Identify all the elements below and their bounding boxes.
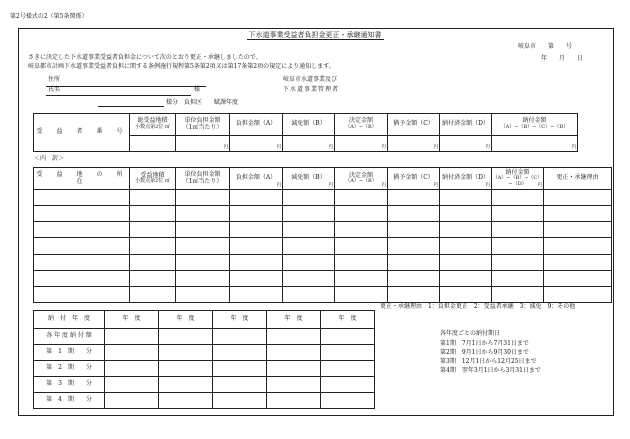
- address-underline: [46, 86, 206, 87]
- value-cell[interactable]: 円: [492, 136, 578, 152]
- year-label: 年 度: [159, 311, 213, 329]
- value-cell[interactable]: 円: [176, 136, 230, 152]
- col-levy: 負担金額（A） 円: [230, 168, 283, 190]
- address-label: 住所: [48, 76, 61, 83]
- schedule-item: 第2期 9月1日から9月30日まで: [440, 349, 529, 356]
- detail-cell[interactable]: [34, 254, 130, 270]
- correction-legend: 更正・承継理由 1：負担金更正 2：受益者承継 3：減免 9：その他: [380, 303, 576, 310]
- detail-cell[interactable]: [34, 238, 130, 254]
- payment-row-label: 第 1 期 分: [34, 345, 105, 361]
- schedule-item: 第4期 翌年3月1日から3月31日まで: [440, 367, 541, 374]
- addressee-number: 岐阜市 第 号: [518, 43, 573, 50]
- col-unit-price: 単位負担金額 （1㎡当たり）: [176, 168, 230, 190]
- year-label: 年 度: [105, 311, 159, 329]
- detail-cell[interactable]: [34, 222, 130, 238]
- col-reduction: 減免額（B） 円: [283, 168, 335, 190]
- payment-header: 納 付 年 度: [34, 311, 105, 329]
- issue-date: 年 月 日: [541, 55, 584, 62]
- value-cell[interactable]: 円: [388, 136, 440, 152]
- col-payable: 納付金額 （A）−（B）−（C）−（D） 円: [492, 168, 543, 189]
- detail-cell[interactable]: [34, 270, 130, 286]
- sama-label: 様: [194, 86, 201, 93]
- district-line: 様分 負担区 賦課年度: [166, 99, 239, 106]
- year-label: 年 度: [213, 311, 267, 329]
- district-underline: [98, 106, 164, 107]
- col-location: 受 益 地 の 所 在: [34, 168, 130, 190]
- col-area: 受益地積 小数点第2位 ㎡: [130, 168, 176, 190]
- col-paid: 納付済金額（D） 円: [440, 168, 492, 190]
- col-reserve: 猶予金額（C）: [388, 114, 440, 136]
- issuer-line-1: 岐阜市水道事業及び: [283, 76, 338, 83]
- payment-row-label: 各 年 度 納 付 額: [34, 329, 105, 345]
- payment-row-label: 第 3 期 分: [34, 377, 105, 393]
- value-cell[interactable]: 円: [230, 136, 283, 152]
- col-total-area: 総受益地積 小数点第2位 ㎡: [130, 114, 176, 136]
- schedule-item: 第3期 12月1日から12月25日まで: [440, 358, 537, 365]
- intro-line-2: 岐阜都市計画下水道事業受益者負担に関する条例施行規程第5条第2項又は第17条第2項の規定により通知します。: [28, 63, 335, 70]
- col-levy: 負担金額（A）: [230, 114, 283, 136]
- detail-table: [33, 167, 612, 303]
- col-reduction: 減免額（B）: [283, 114, 335, 136]
- detail-cell[interactable]: [34, 206, 130, 222]
- name-underline: [46, 95, 191, 96]
- col-beneficiary-no: 受 益 者 番 号: [34, 114, 130, 152]
- breakdown-label: ＜内 訳＞: [34, 155, 65, 162]
- detail-cell[interactable]: [34, 190, 130, 206]
- col-payable: 納付金額 （A）−（B）−（C）−（D）: [492, 114, 578, 136]
- detail-cell[interactable]: [34, 286, 130, 302]
- year-label: 年 度: [321, 311, 375, 329]
- schedule-title: 各年度ごとの納付期日: [440, 330, 501, 337]
- name-label: 氏名: [48, 86, 61, 93]
- form-number: 第2号様式の2（第5条関係）: [10, 13, 88, 20]
- payment-table: [33, 310, 375, 409]
- payment-row-label: 第 2 期 分: [34, 361, 105, 377]
- payment-row-label: 第 4 期 分: [34, 393, 105, 409]
- col-decided: 決定金額 （A）−（B）: [335, 114, 388, 136]
- value-cell[interactable]: 円: [335, 136, 388, 152]
- col-unit-price: 単位負担金額 （1㎡当たり）: [176, 114, 230, 136]
- document-title: 下水道事業受益者負担金更正・承継通知書: [248, 31, 382, 39]
- col-reserve: 猶予金額（C） 円: [388, 168, 440, 190]
- value-cell[interactable]: 円: [283, 136, 335, 152]
- col-correction-reason: 更正・承継理由: [544, 168, 612, 190]
- intro-line-1: さきに決定した下水道事業受益者負担金について次のとおり更正・承継しましたので、: [28, 54, 262, 61]
- year-label: 年 度: [267, 311, 321, 329]
- schedule-item: 第1期 7月1日から7月31日まで: [440, 340, 529, 347]
- value-cell[interactable]: 円: [440, 136, 492, 152]
- col-paid: 納付済金額（D）: [440, 114, 492, 136]
- summary-table: [33, 113, 578, 152]
- issuer-line-2: 下水道事業管理者: [283, 86, 340, 93]
- value-cell[interactable]: [130, 136, 176, 152]
- col-decided: 決定金額 （A）−（B） 円: [335, 168, 388, 190]
